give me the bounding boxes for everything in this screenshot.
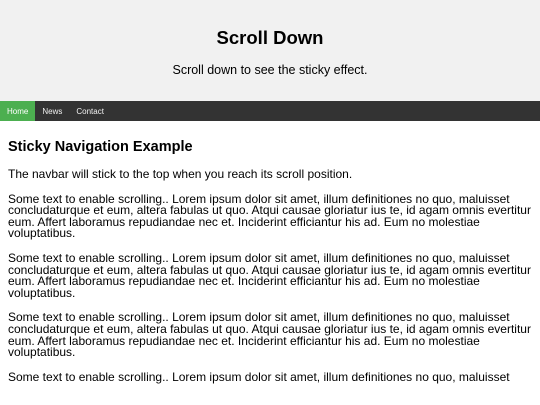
content-paragraph: Some text to enable scrolling.. Lorem ipsum dolor sit amet, illum definitiones no quo, maluisset concludaturque et eum, altera fabulas ut quo. Atqui causae gloriatur ius te, id agam omnis evertitur eum. Affert laboramus repudiandae nec et. Inciderint efficiantur his ad. Eum no molestiae voluptatibus. <box>8 191 531 241</box>
page-header <box>0 0 540 101</box>
nav-link-news[interactable]: News <box>42 106 63 116</box>
content-paragraph: Some text to enable scrolling.. Lorem ipsum dolor sit amet, illum definitiones no quo, maluisset concludaturque et eum, altera fabulas ut quo. Atqui causae gloriatur ius te, id agam omnis evertitur eum. Affert laboramus repudiandae nec et. Inciderint efficiantur his ad. Eum no molestiae voluptatibus. <box>8 250 531 300</box>
content-intro: The navbar will stick to the top when you reach its scroll position. <box>8 167 353 181</box>
sticky-navbar <box>0 101 540 121</box>
content-paragraph: Some text to enable scrolling.. Lorem ipsum dolor sit amet, illum definitiones no quo, maluisset <box>8 369 510 384</box>
content-paragraph: Some text to enable scrolling.. Lorem ipsum dolor sit amet, illum definitiones no quo, maluisset concludaturque et eum, altera fabulas ut quo. Atqui causae gloriatur ius te, id agam omnis evertitur eum. Affert laboramus repudiandae nec et. Inciderint efficiantur his ad. Eum no molestiae voluptatibus. <box>8 310 531 360</box>
nav-link-contact[interactable]: Contact <box>76 106 104 116</box>
nav-link-home[interactable]: Home <box>0 101 35 121</box>
main-content <box>0 121 540 383</box>
page-title: Scroll Down <box>216 27 324 48</box>
page-subtitle: Scroll down to see the sticky effect. <box>172 63 368 77</box>
content-heading: Sticky Navigation Example <box>8 139 193 155</box>
